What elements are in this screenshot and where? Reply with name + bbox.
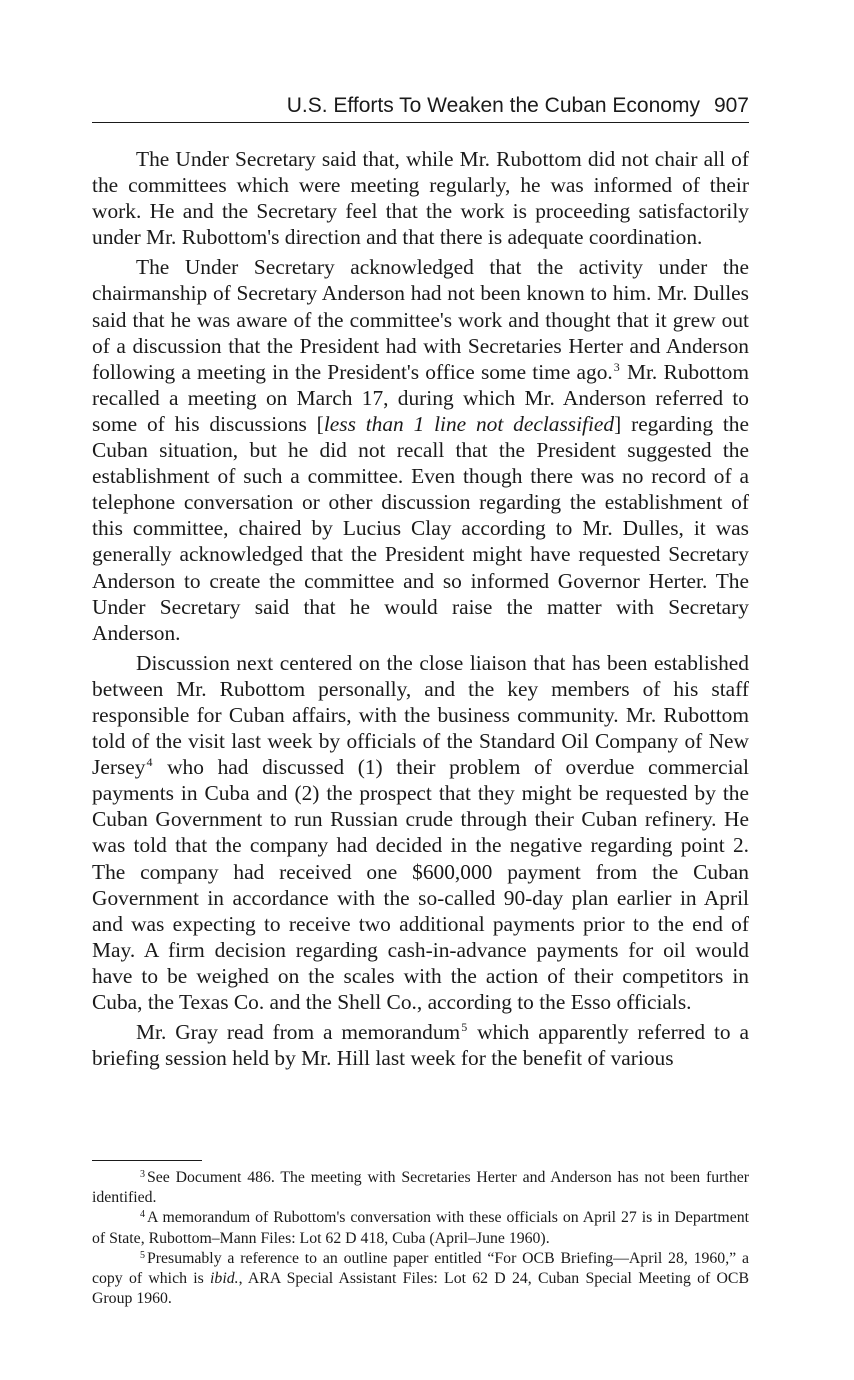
paragraph-3-text-a: Discussion next centered on the close liaison that has been established between Mr. Rubottom personally, and the key members of his staff responsible for Cuban affairs, with the business community. Mr. Rubottom told of the visit last week by officials of the Standard Oil Company of New Jersey	[92, 650, 749, 780]
footnote-3-mark: 3	[140, 1169, 145, 1180]
running-header-title: U.S. Efforts To Weaken the Cuban Economy	[286, 94, 700, 117]
paragraph-4-text-b: which apparently referred to a briefing session held by Mr. Hill last week for the benefit of various	[92, 1020, 749, 1071]
footnote-5-text-a: Presumably a reference to an outline paper entitled “For OCB Briefing—April 28, 1960,” a copy of which is	[92, 1249, 749, 1288]
footnote-4-text: A memorandum of Rubottom's conversation with these officials on April 27 is in Department of State, Rubottom–Mann Files: Lot 62 D 418, Cuba (April–June 1960).	[92, 1209, 749, 1247]
footnote-5-mark: 5	[140, 1249, 145, 1261]
paragraph-2-italic: less than 1 line not declassified	[323, 411, 615, 436]
paragraph-4-text-a: Mr. Gray read from a memorandum	[136, 1020, 461, 1045]
paragraph-1: The Under Secretary said that, while Mr. Rubottom did not chair all of the committees which were meeting regularly, he was informed of their work. He and the Secretary feel that the work is proceeding satisfactorily under Mr. Rubottom's direction and that there is adequate coordination.	[92, 147, 749, 250]
footnote-5-italic: ibid.	[210, 1270, 239, 1288]
footnote-divider	[92, 1160, 202, 1161]
footnote-3	[92, 1168, 749, 1208]
page-number: 907	[713, 94, 749, 117]
footnote-ref-3: 3	[613, 359, 620, 374]
footnote-ref-5: 5	[461, 1020, 468, 1035]
paragraph-2-text-a: The Under Secretary acknowledged that the activity under the chairmanship of Secretary Anderson had not been known to him. Mr. Dulles said that he was aware of the committee's work and thought that it grew out of a discussion that the President had with Secretaries Herter and Anderson following a meeting in the President's office some time ago.	[92, 255, 749, 384]
footnote-3-text: See Document 486. The meeting with Secretaries Herter and Anderson has not been further identified.	[92, 1169, 749, 1207]
footnote-4	[92, 1208, 749, 1248]
footnotes	[92, 1168, 749, 1309]
paragraph-3-text-b: who had discussed (1) their problem of overdue commercial payments in Cuba and (2) the prospect that they might be requested by the Cuban Government to run Russian crude through their Cuban refinery. He was told that the company had decided in the negative regarding point 2. The company had received one $600,000 payment from the Cuban Government in accordance with the so-called 90-day plan earlier in April and was expecting to receive two additional payments prior to the end of May. A firm decision regarding cash-in-advance payments for oil would have to be weighed on the scales with the action of their competitors in Cuba, the Texas Co. and the Shell Co., according to the Esso officials.	[92, 755, 749, 1014]
paragraph-3	[92, 650, 749, 1015]
footnote-5	[92, 1249, 749, 1310]
footnote-4-mark: 4	[140, 1209, 145, 1221]
footnote-ref-4: 4	[146, 755, 153, 770]
paragraph-4	[92, 1019, 749, 1071]
paragraph-2	[92, 254, 749, 645]
footnote-5-text-b: , ARA Special Assistant Files: Lot 62 D 24, Cuban Special Meeting of OCB Group 1960.	[92, 1270, 749, 1308]
running-header	[92, 92, 749, 123]
body-text	[92, 146, 749, 1075]
paragraph-2-text-b: Mr. Rubottom recalled a meeting on March 17, during which Mr. Anderson referred to some of his discussions [	[92, 359, 750, 436]
paragraph-2-text-c: ] regarding the Cuban situation, but he did not recall that the President suggested the establishment of such a committee. Even though there was no record of a telephone conversation or other discussion regarding the establishment of this committee, chaired by Lucius Clay according to Mr. Dulles, it was generally acknowledged that the President might have requested Secretary Anderson to create the committee and so informed Governor Herter. The Under Secretary said that he would raise the matter with Secretary Anderson.	[92, 411, 749, 645]
